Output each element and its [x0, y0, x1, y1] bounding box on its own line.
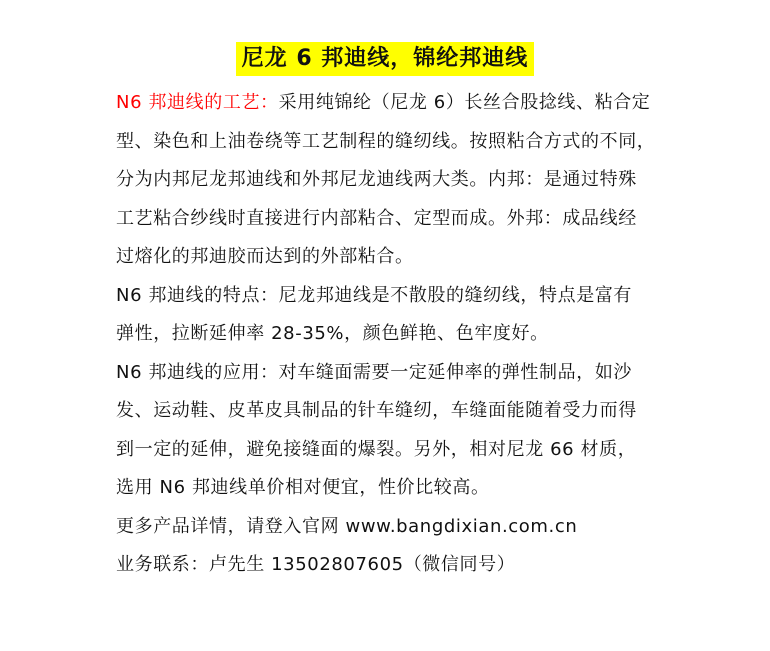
process-text-1: 采用纯锦纶（尼龙 6）长丝合股捻线、粘合定 — [278, 92, 651, 113]
process-label: N6 邦迪线的工艺： — [116, 92, 279, 113]
applications-line-4: 选用 N6 邦迪线单价相对便宜，性价比较高。 — [116, 477, 490, 498]
features-line-2: 弹性，拉断延伸率 28-35%，颜色鲜艳、色牢度好。 — [116, 323, 549, 344]
page-title: 尼龙 6 邦迪线，锦纶邦迪线 — [236, 42, 535, 76]
article-body — [116, 84, 676, 585]
applications-line-1: N6 邦迪线的应用：对车缝面需要一定延伸率的弹性制品，如沙 — [116, 361, 633, 383]
process-line-5: 过熔化的邦迪胶而达到的外部粘合。 — [116, 246, 414, 267]
contact-phone-line: 业务联系：卢先生 13502807605（微信同号） — [116, 554, 516, 575]
features-line-1: N6 邦迪线的特点：尼龙邦迪线是不散股的缝纫线，特点是富有 — [116, 284, 633, 306]
process-line-1 — [116, 84, 676, 123]
title-container — [0, 42, 770, 76]
process-line-3: 分为内邦尼龙邦迪线和外邦尼龙迪线两大类。内邦：是通过特殊 — [116, 169, 637, 190]
process-line-4: 工艺粘合纱线时直接进行内部粘合、定型而成。外邦：成品线经 — [116, 207, 637, 229]
website-line: 更多产品详情，请登入官网 www.bangdixian.com.cn — [116, 515, 578, 537]
applications-line-3: 到一定的延伸，避免接缝面的爆裂。另外，相对尼龙 66 材质， — [116, 438, 637, 460]
applications-line-2: 发、运动鞋、皮革皮具制品的针车缝纫，车缝面能随着受力而得 — [116, 400, 637, 421]
process-line-2: 型、染色和上油卷绕等工艺制程的缝纫线。按照粘合方式的不同， — [116, 130, 656, 152]
